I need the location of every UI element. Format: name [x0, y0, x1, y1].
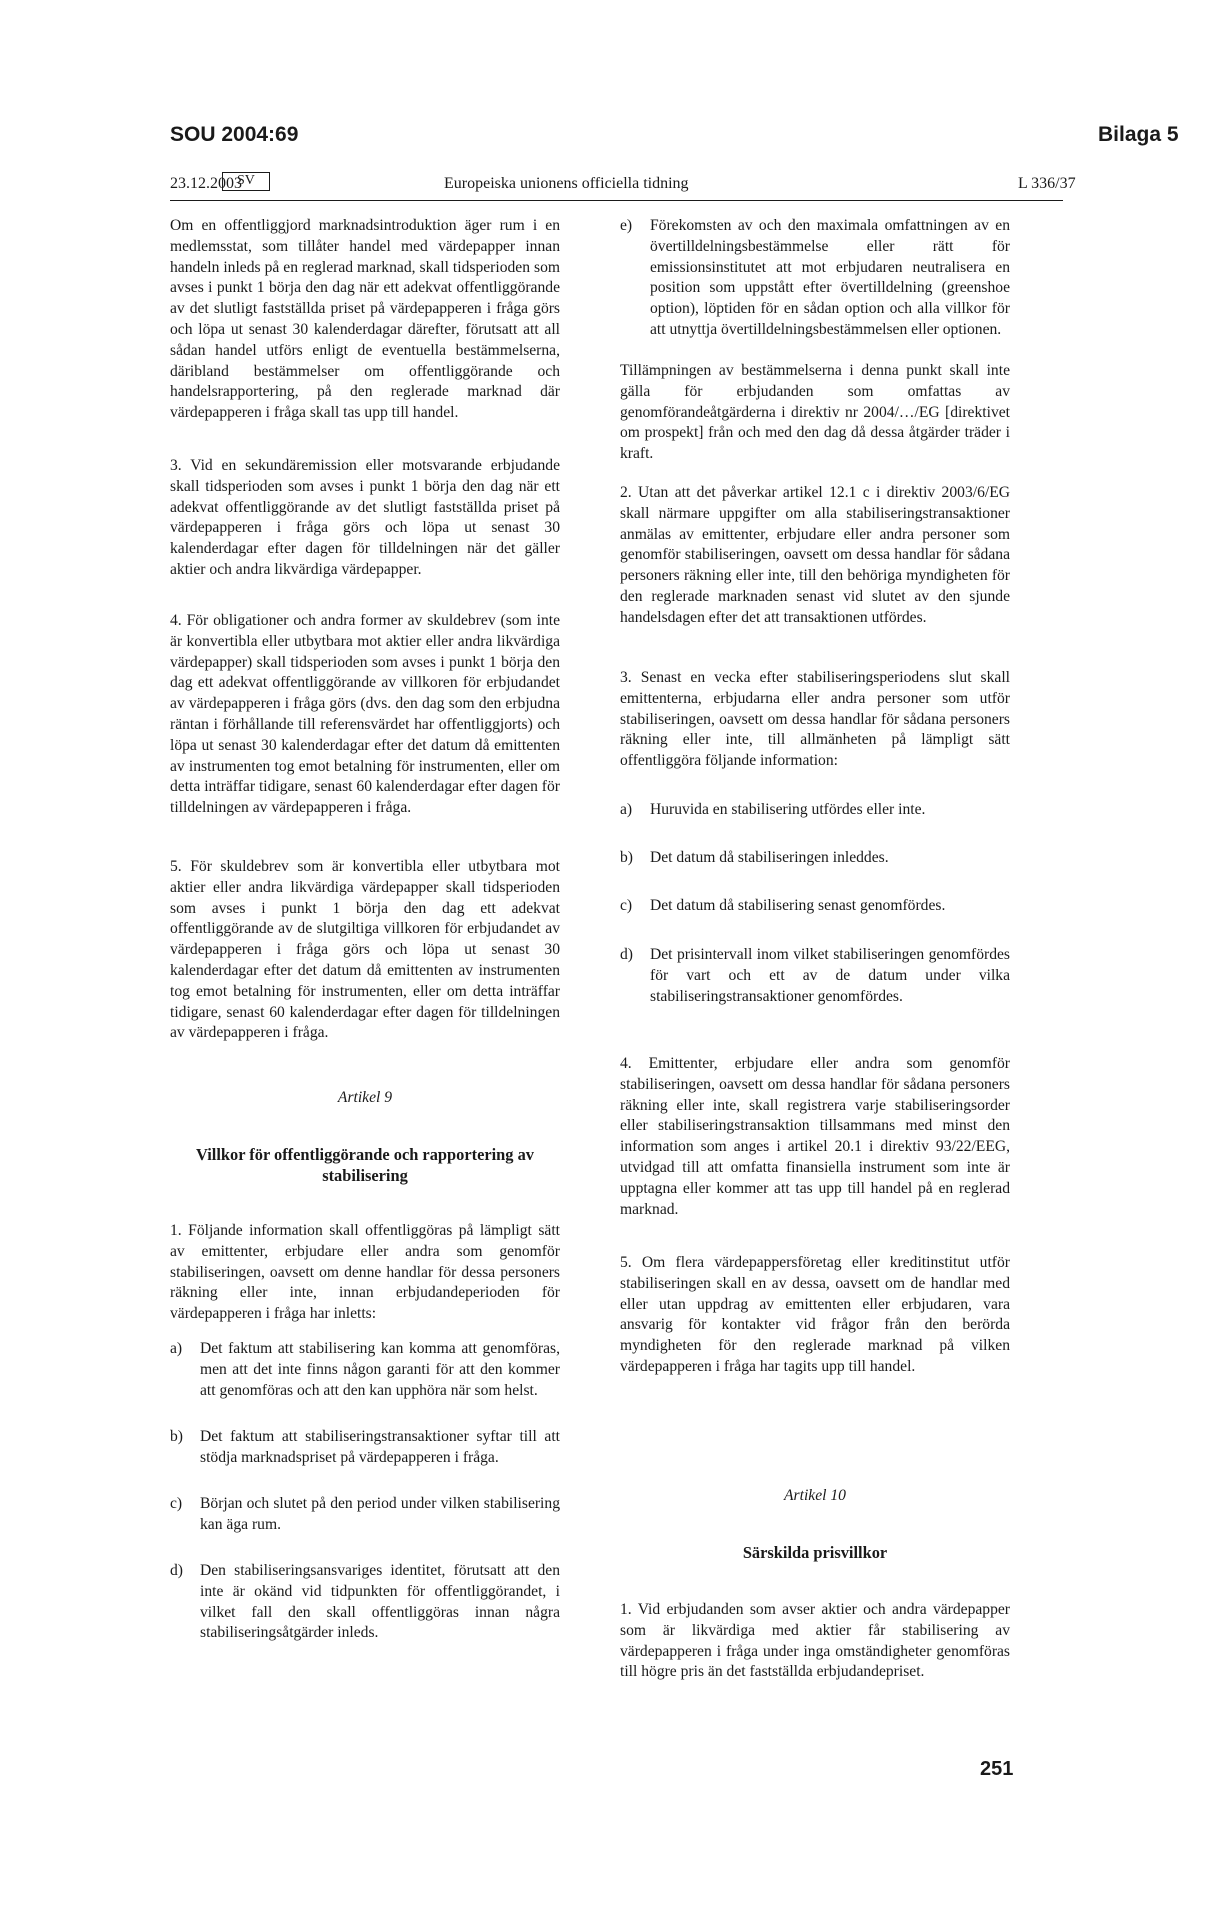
list-text: Den stabiliseringsansvariges identitet, förutsatt att den inte är okänd vid tidpunkten för offentliggörandet, i vilket fall den skall offentliggöras innan några stabiliseringsåtgärder inleds. — [200, 1562, 560, 1642]
list-marker: c) — [620, 897, 633, 914]
right-list-item-d — [620, 945, 1010, 1007]
article-9-title: Villkor för offentliggörande och rapportering av stabilisering — [196, 1145, 534, 1185]
oj-date: 23.12.2003 — [170, 175, 242, 192]
paragraph-text: 4. Emittenter, erbjudare eller andra som genomför stabiliseringen, oavsett om dessa handlar för sådana personers räkning eller inte, skall registrera varje stabiliseringsorder eller stabiliseringstransaktion tillsammans med minst den information som anges i artikel 20.1 i direktiv 93/22/EEG, utvidgad till att omfatta finansiella instrument som inte är upptagna eller kommer att tas upp till handel på en reglerad marknad. — [620, 1055, 1010, 1218]
list-marker: b) — [170, 1428, 183, 1445]
article-10-paragraph-1 — [620, 1600, 1010, 1683]
right-paragraph-4 — [620, 1054, 1010, 1220]
list-item-e — [620, 216, 1010, 341]
paragraph-text: 4. För obligationer och andra former av skuldebrev (som inte är konvertibla eller utbytbara mot aktier eller andra likvärdiga värdepapper) skall tidsperioden som avses i punkt 1 börja den dag ett adekvat offentliggörande av villkoren för erbjudandet av värdepapperen i fråga görs (dvs. den dag som den erbjudna räntan i förhållande till referensvärdet har offentliggjorts) och löpa ut senast 30 kalenderdagar efter det datum då emittenten av instrumenten tog emot betalning för instrumenten, eller om detta inträffar tidigare, senast 60 kalenderdagar efter dagen för tilldelningen av värdepapperen i fråga. — [170, 612, 560, 817]
header-rule — [170, 200, 1063, 201]
paragraph-text: 3. Vid en sekundäremission eller motsvarande erbjudande skall tidsperioden som avses i punkt 1 börja den dag när ett adekvat offentliggörande av det slutligt fastställda priset på värdepapperen i fråga görs och löpa ut senast 30 kalenderdagar efter dagen för tilldelningen när det gäller aktier och andra likvärdiga värdepapper. — [170, 457, 560, 578]
paragraph-text: 1. Följande information skall offentliggöras på lämpligt sätt av emittenter, erbjudare eller andra som genomför stabiliseringen, oavsett om denne handlar för dessa personers räkning eller inte, innan erbjudandeperioden för värdepapperen i fråga har inletts: — [170, 1222, 560, 1323]
list-text: Början och slutet på den period under vilken stabilisering kan äga rum. — [200, 1495, 560, 1533]
paragraph-text: 3. Senast en vecka efter stabiliseringsperiodens slut skall emittenterna, erbjudarna eller andra personer som utför stabiliseringen, oavsett om dessa handlar för sådana personers räkning eller inte, till allmänheten på lämpligt sätt offentliggöra följande information: — [620, 669, 1010, 770]
oj-language-box: SV — [222, 172, 270, 191]
left-paragraph-4 — [170, 611, 560, 819]
list-text: Det faktum att stabilisering kan komma att genomföras, men att det inte finns någon garanti för att den kommer att genomföras och att den kan upphöra när som helst. — [200, 1340, 560, 1399]
left-paragraph-3 — [170, 456, 560, 581]
list-marker: a) — [620, 801, 633, 818]
right-paragraph-2 — [620, 483, 1010, 629]
oj-reference: L 336/37 — [1018, 175, 1076, 192]
list-text: Det datum då stabilisering senast genomfördes. — [650, 897, 946, 914]
paragraph-text: 5. Om flera värdepappersföretag eller kreditinstitut utför stabiliseringen skall en av dessa, oavsett om de handlar med eller utan uppdrag av emittenten eller erbjudaren, vara ansvarig för kontakter vid frågor från den berörda myndigheten för den reglerade marknad på vilken värdepapperen i fråga har tagits upp till handel. — [620, 1254, 1010, 1375]
article-10-title: Särskilda prisvillkor — [742, 1543, 888, 1562]
right-paragraph-3 — [620, 668, 1010, 772]
list-text: Förekomsten av och den maximala omfattningen av en övertilldelningsbestämmelse eller rätt för emissionsinstitutet att mot erbjudaren neutralisera en position som uppstått efter övertilldelning (greenshoe option), löptiden för en sådan option och alla villkor för att utnyttja övertilldelningsbestämmelsen eller optionen. — [650, 217, 1010, 338]
article-10-label: Artikel 10 — [784, 1487, 846, 1504]
list-text: Det datum då stabiliseringen inleddes. — [650, 849, 889, 866]
left-paragraph-5 — [170, 857, 560, 1044]
list-marker: c) — [170, 1495, 183, 1512]
page-number: 251 — [980, 1758, 1014, 1780]
appendix-label: Bilaga 5 — [1098, 123, 1179, 146]
list-marker: a) — [170, 1340, 183, 1357]
document-series-header: SOU 2004:69 — [170, 123, 299, 146]
list-marker: e) — [620, 217, 633, 234]
paragraph-text: 1. Vid erbjudanden som avser aktier och andra värdepapper som är likvärdiga med aktier får stabilisering av värdepapperen i fråga under inga omständigheter genomföras till högre pris än det fastställda erbjudandepriset. — [620, 1601, 1010, 1681]
left-paragraph-intro — [170, 216, 560, 424]
right-list-item-a — [620, 800, 1010, 821]
article-9-label: Artikel 9 — [337, 1089, 393, 1106]
right-list-item-c — [620, 896, 1010, 917]
right-list-item-b — [620, 848, 1010, 869]
paragraph-text: Om en offentliggjord marknadsintroduktion äger rum i en medlemsstat, som tillåter handel med värdepapper innan handeln inleds på en reglerad marknad, skall tidsperioden som avses i punkt 1 börja den dag när ett adekvat offentliggörande av det slutligt fastställda priset på värdepapperen i fråga görs och löpa ut senast 30 kalenderdagar därefter, förutsatt att all sådan handel utförs enligt de eventuella bestämmelserna, däribland bestämmelser om offentliggörande och handelsrapportering, på den reglerade marknad där värdepapperen i fråga skall tas upp till handel. — [170, 217, 560, 422]
list-text: Det faktum att stabiliseringstransaktioner syftar till att stödja marknadspriset på värdepapperen i fråga. — [200, 1428, 560, 1466]
list-item-b — [170, 1427, 560, 1469]
oj-journal-title: Europeiska unionens officiella tidning — [444, 175, 689, 192]
right-paragraph-5 — [620, 1253, 1010, 1378]
list-marker: d) — [620, 946, 633, 963]
list-marker: d) — [170, 1562, 183, 1579]
article-9-paragraph-1 — [170, 1221, 560, 1325]
right-paragraph-tillampning — [620, 361, 1010, 465]
list-text: Det prisintervall inom vilket stabiliseringen genomfördes för vart och ett av de datum under vilka stabiliseringstransaktioner genomfördes. — [650, 946, 1010, 1005]
paragraph-text: 5. För skuldebrev som är konvertibla eller utbytbara mot aktier eller andra likvärdiga värdepapper skall tidsperioden som avses i punkt 1 börja den dag ett adekvat offentliggörande av de slutgiltiga villkoren för erbjudandet av värdepapperen i fråga görs och löpa ut senast 30 kalenderdagar efter det datum då emittenten av instrumenten tog emot betalning för instrumenten, eller om detta inträffar tidigare, senast 60 kalenderdagar efter dagen för tilldelningen av värdepapperen i fråga. — [170, 858, 560, 1042]
list-item-c — [170, 1494, 560, 1536]
list-text: Huruvida en stabilisering utfördes eller inte. — [650, 801, 926, 818]
list-item-a — [170, 1339, 560, 1401]
list-item-d — [170, 1561, 560, 1644]
paragraph-text: Tillämpningen av bestämmelserna i denna punkt skall inte gälla för erbjudanden som omfattas av genomförandeåtgärderna i direktiv nr 2004/…/EG [direktivet om prospekt] från och med den dag då dessa åtgärder träder i kraft. — [620, 362, 1010, 463]
list-marker: b) — [620, 849, 633, 866]
paragraph-text: 2. Utan att det påverkar artikel 12.1 c i direktiv 2003/6/EG skall närmare uppgifter om alla stabiliseringstransaktioner anmälas av emittenter, erbjudare eller andra personer som genomför stabiliseringen, oavsett om dessa handlar för sådana personers räkning eller inte, till den behöriga myndigheten för den reglerade marknaden senast vid slutet av den sjunde handelsdagen efter det att transaktionen utfördes. — [620, 484, 1010, 626]
